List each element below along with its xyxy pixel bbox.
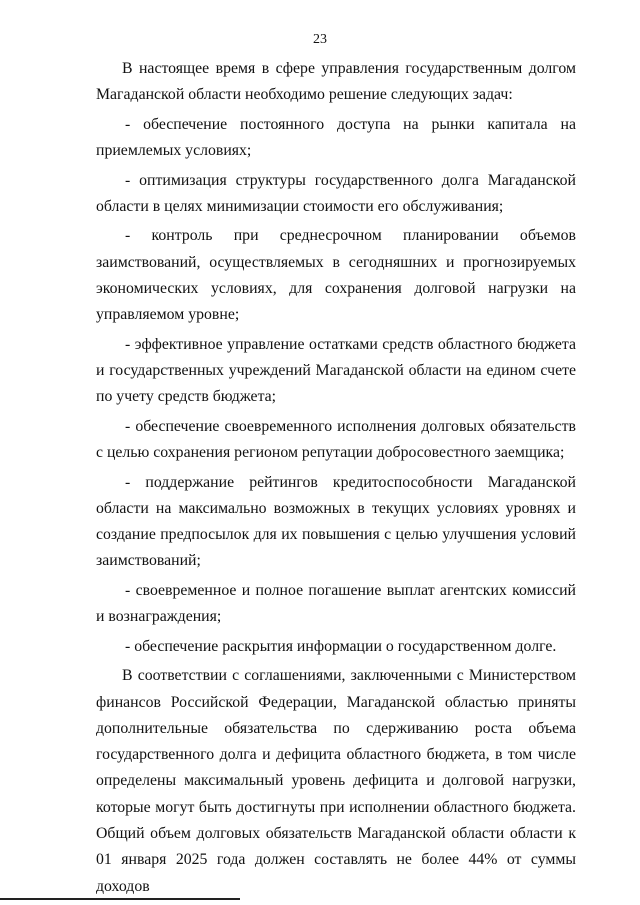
page-number: 23 <box>313 32 327 47</box>
task-item-credit-ratings: - поддержание рейтингов кредитоспособности Магаданской области на максимально возможных в текущих условиях уровнях и создание предпосылок для их повышения с целью улучшения условий заимствований; <box>96 473 576 570</box>
bottom-divider <box>0 898 240 900</box>
document-body <box>96 56 576 903</box>
task-item-debt-structure: - оптимизация структуры государственного долга Магаданской области в целях минимизации стоимости его обслуживания; <box>96 171 576 215</box>
task-item-commission-payments: - своевременное и полное погашение выплат агентских комиссий и вознаграждения; <box>96 581 576 626</box>
task-item-market-access: - обеспечение постоянного доступа на рынки капитала на приемлемых условиях; <box>96 115 576 160</box>
agreements-paragraph: В соответствии с соглашениями, заключенными с Министерством финансов Российской Федерации, Магаданской областью приняты дополнительные обязательства по сдерживанию роста объема государственного долга и дефицита областного бюджета, в том числе определены максимальный уровень дефицита и долговой нагрузки, которые могут быть достигнуты при исполнении областного бюджета. Общий объем долговых обязательств Магаданской области области к 01 января 2025 года должен составлять не более 44% от суммы доходов <box>96 667 576 895</box>
task-item-disclosure: - обеспечение раскрытия информации о государственном долге. <box>125 637 557 655</box>
intro-paragraph: В настоящее время в сфере управления государственным долгом Магаданской области необходимо решение следующих задач: <box>96 60 576 104</box>
task-item-borrowing-control: - контроль при среднесрочном планировании объемов заимствований, осуществляемых в сегодняшних и прогнозируемых экономических условиях, для сохранения долговой нагрузки на управляемом уровне; <box>96 227 576 324</box>
task-item-balance-management: - эффективное управление остатками средств областного бюджета и государственных учреждений Магаданской области на едином счете по учету средств бюджета; <box>96 335 576 406</box>
task-item-timely-obligations: - обеспечение своевременного исполнения долговых обязательств с целью сохранения регионом репутации добросовестного заемщика; <box>96 417 576 462</box>
